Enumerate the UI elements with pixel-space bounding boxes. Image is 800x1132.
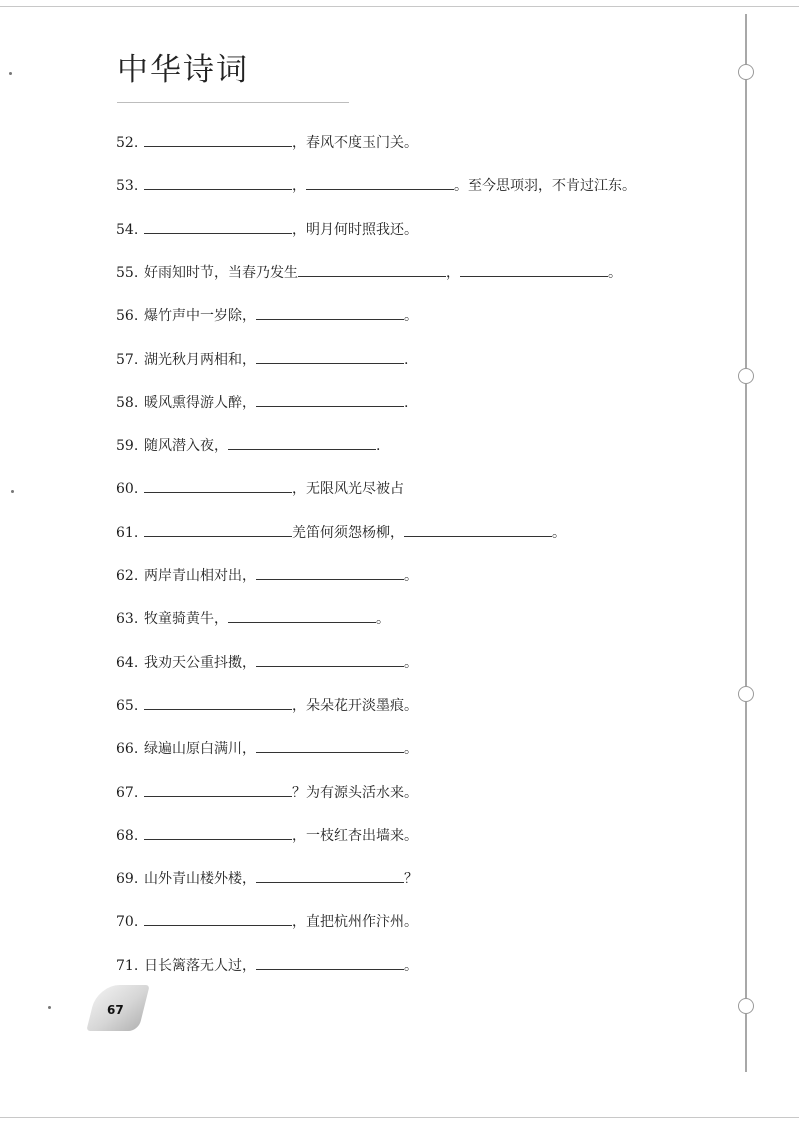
answer-blank[interactable]: [256, 391, 404, 407]
question-number: 54.: [116, 221, 139, 238]
answer-blank[interactable]: [256, 304, 404, 320]
question-number: 52.: [116, 135, 139, 151]
question-text: 日长篱落无人过，: [144, 957, 256, 974]
question-number: 63.: [116, 611, 139, 628]
question-text: 随风潜入夜，: [144, 438, 228, 455]
question-number: 62.: [116, 568, 139, 584]
question-row: [116, 737, 418, 759]
question-text: 牧童骑黄牛，: [144, 611, 228, 628]
answer-blank[interactable]: [144, 218, 292, 234]
answer-blank[interactable]: [144, 910, 292, 926]
question-row: [116, 824, 418, 846]
question-row: [116, 434, 380, 456]
question-number: 64.: [116, 654, 139, 671]
question-text: 两岸青山相对出，: [144, 568, 256, 584]
question-row: [116, 954, 418, 976]
speck: [11, 490, 14, 493]
binding-line: [745, 14, 747, 1072]
question-number: 59.: [116, 438, 139, 455]
question-number: 66.: [116, 741, 139, 758]
title-underline: [117, 102, 349, 103]
answer-blank[interactable]: [306, 174, 454, 190]
question-text: 我劝天公重抖擞，: [144, 654, 256, 671]
question-text: ，: [446, 264, 460, 281]
question-number: 58.: [116, 394, 139, 411]
question-row: [116, 694, 418, 716]
question-row: [116, 261, 622, 283]
answer-blank[interactable]: [144, 694, 292, 710]
answer-blank[interactable]: [460, 261, 608, 277]
question-text: 。至今思项羽，不肯过江东。: [454, 178, 636, 195]
page-border: [0, 6, 799, 1118]
answer-blank[interactable]: [256, 954, 404, 970]
answer-blank[interactable]: [256, 737, 404, 753]
question-row: [116, 477, 404, 499]
question-text: 。: [404, 957, 418, 974]
question-text: 好雨知时节，当春乃发生: [144, 264, 298, 281]
binding-ring: [738, 998, 754, 1014]
question-number: 61.: [116, 524, 139, 541]
speck: [48, 1006, 51, 1009]
answer-blank[interactable]: [144, 781, 292, 797]
question-text: ？: [404, 871, 418, 888]
answer-blank[interactable]: [228, 607, 376, 623]
question-text: ，明月何时照我还。: [292, 221, 418, 238]
question-text: 。: [404, 654, 418, 671]
question-number: 69.: [116, 871, 139, 888]
question-text: ？为有源头活水来。: [292, 784, 418, 801]
question-text: ，: [292, 178, 306, 195]
question-number: 65.: [116, 697, 139, 714]
question-text: 。: [608, 264, 622, 281]
question-text: 暖风熏得游人醉，: [144, 394, 256, 411]
answer-blank[interactable]: [228, 434, 376, 450]
question-text: ，朵朵花开淡墨痕。: [292, 697, 418, 714]
answer-blank[interactable]: [144, 174, 292, 190]
question-number: 70.: [116, 914, 139, 931]
question-number: 67.: [116, 784, 139, 801]
answer-blank[interactable]: [144, 477, 292, 493]
question-number: 56.: [116, 308, 139, 325]
question-row: [116, 521, 566, 543]
question-row: [116, 651, 418, 673]
question-row: [116, 348, 408, 370]
question-row: [116, 564, 418, 586]
question-text: 。: [552, 524, 566, 541]
question-text: .: [404, 394, 409, 411]
answer-blank[interactable]: [256, 651, 404, 667]
binding-ring: [738, 64, 754, 80]
question-text: 。: [404, 741, 418, 758]
answer-blank[interactable]: [256, 564, 404, 580]
question-text: ，无限风光尽被占: [292, 481, 404, 498]
answer-blank[interactable]: [144, 521, 292, 537]
question-row: [116, 131, 418, 153]
question-text: 爆竹声中一岁除，: [144, 308, 256, 325]
question-row: [116, 781, 418, 803]
question-text: 。: [404, 308, 418, 325]
answer-blank[interactable]: [256, 867, 404, 883]
question-text: 山外青山楼外楼，: [144, 871, 256, 888]
question-text: 绿遍山原白满川，: [144, 741, 256, 758]
question-text: 。: [404, 568, 418, 584]
page-title: 中华诗词: [117, 52, 249, 88]
question-text: ，春风不度玉门关。: [292, 135, 418, 151]
question-row: [116, 304, 418, 326]
answer-blank[interactable]: [298, 261, 446, 277]
binding-ring: [738, 686, 754, 702]
question-number: 60.: [116, 481, 139, 498]
question-row: [116, 867, 418, 889]
answer-blank[interactable]: [256, 348, 404, 364]
question-text: 羌笛何须怨杨柳，: [292, 524, 404, 541]
question-row: [116, 391, 408, 413]
answer-blank[interactable]: [144, 131, 292, 147]
question-row: [116, 174, 636, 196]
question-row: [116, 218, 418, 240]
binding-ring: [738, 368, 754, 384]
question-number: 57.: [116, 351, 139, 368]
question-text: ，一枝红杏出墙来。: [292, 827, 418, 844]
question-text: .: [376, 438, 381, 455]
question-text: 湖光秋月两相和，: [144, 351, 256, 368]
answer-blank[interactable]: [144, 824, 292, 840]
question-text: ，直把杭州作汴州。: [292, 914, 418, 931]
question-number: 68.: [116, 827, 139, 844]
question-number: 55.: [116, 264, 139, 281]
speck: [9, 72, 12, 75]
question-text: .: [404, 351, 409, 368]
question-number: 53.: [116, 178, 139, 195]
answer-blank[interactable]: [404, 521, 552, 537]
question-row: [116, 607, 390, 629]
question-number: 71.: [116, 957, 139, 974]
question-row: [116, 910, 418, 932]
question-text: 。: [376, 611, 390, 628]
page-number: 67: [107, 1003, 124, 1017]
